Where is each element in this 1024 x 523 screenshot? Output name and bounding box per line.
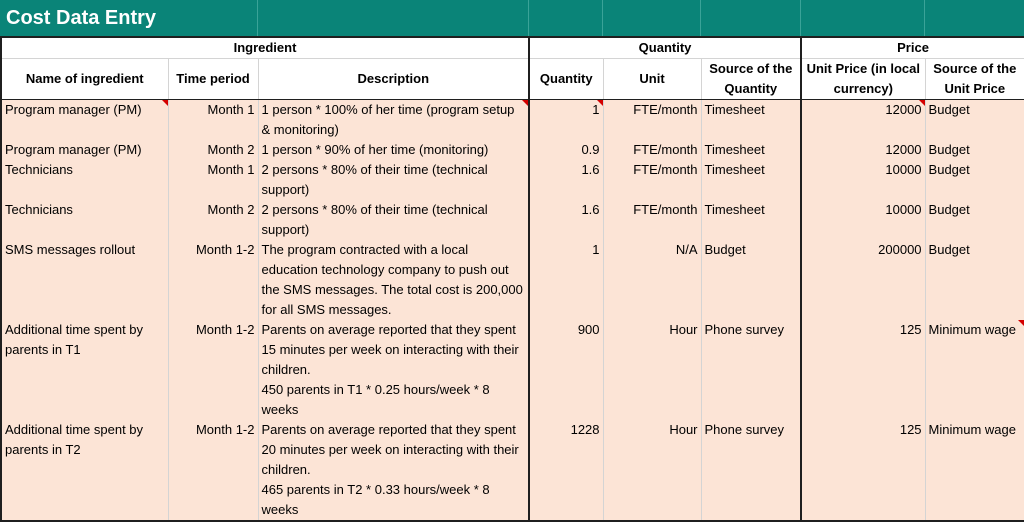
cell-unit[interactable]: FTE/month <box>603 200 701 240</box>
cell-period[interactable]: Month 1-2 <box>168 320 258 420</box>
cell-name[interactable]: Technicians <box>1 200 168 240</box>
cell-unit-price[interactable]: 12000 <box>801 140 925 160</box>
sheet-title: Cost Data Entry <box>6 7 157 29</box>
table-row <box>1 100 1024 141</box>
cell-description[interactable]: The program contracted with a local education technology company to push out the SMS messages. The total cost is 200,000 for all SMS messages. <box>258 240 529 320</box>
header-period[interactable]: Time period <box>168 59 258 100</box>
cell-name[interactable]: SMS messages rollout <box>1 240 168 320</box>
table-row <box>1 140 1024 160</box>
cell-quantity[interactable]: 1.6 <box>529 200 603 240</box>
cell-price-source[interactable]: Budget <box>925 140 1024 160</box>
cell-unit-price[interactable]: 125 <box>801 420 925 521</box>
cell-price-source[interactable]: Budget <box>925 100 1024 141</box>
cell-period[interactable]: Month 2 <box>168 200 258 240</box>
column-gridline <box>700 0 701 36</box>
group-header-quantity[interactable]: Quantity <box>529 38 801 59</box>
group-header-price[interactable]: Price <box>801 38 1024 59</box>
cell-description[interactable]: Parents on average reported that they spent 15 minutes per week on interacting with their children. 450 parents in T1 * 0.25 hours/week * 8 weeks <box>258 320 529 420</box>
cell-price-source[interactable]: Minimum wage <box>925 420 1024 521</box>
column-gridline <box>528 0 529 36</box>
cell-unit-price[interactable]: 10000 <box>801 200 925 240</box>
cell-quantity[interactable]: 0.9 <box>529 140 603 160</box>
cell-description[interactable]: 1 person * 100% of her time (program setup & monitoring) <box>258 100 529 141</box>
header-price-source[interactable]: Source of the Unit Price <box>925 59 1024 100</box>
cell-name[interactable]: Additional time spent by parents in T1 <box>1 320 168 420</box>
column-gridline <box>924 0 925 36</box>
cell-qty-source[interactable]: Timesheet <box>701 140 801 160</box>
cell-unit-price[interactable]: 200000 <box>801 240 925 320</box>
cell-quantity[interactable]: 900 <box>529 320 603 420</box>
cell-unit[interactable]: FTE/month <box>603 160 701 200</box>
table-row <box>1 200 1024 240</box>
cell-price-source[interactable]: Budget <box>925 240 1024 320</box>
cell-quantity[interactable]: 1 <box>529 100 603 141</box>
cell-qty-source[interactable]: Phone survey <box>701 420 801 521</box>
cell-unit-price[interactable]: 10000 <box>801 160 925 200</box>
header-unit[interactable]: Unit <box>603 59 701 100</box>
cell-qty-source[interactable]: Timesheet <box>701 200 801 240</box>
cell-qty-source[interactable]: Timesheet <box>701 100 801 141</box>
cell-period[interactable]: Month 1-2 <box>168 420 258 521</box>
cell-unit[interactable]: Hour <box>603 420 701 521</box>
cell-period[interactable]: Month 1-2 <box>168 240 258 320</box>
cell-description[interactable]: 2 persons * 80% of their time (technical support) <box>258 200 529 240</box>
cell-description[interactable]: 2 persons * 80% of their time (technical support) <box>258 160 529 200</box>
cell-unit[interactable]: Hour <box>603 320 701 420</box>
table-row <box>1 420 1024 521</box>
cell-unit[interactable]: FTE/month <box>603 140 701 160</box>
cost-table <box>0 38 1024 522</box>
cell-quantity[interactable]: 1228 <box>529 420 603 521</box>
header-name[interactable]: Name of ingredient <box>1 59 168 100</box>
header-description[interactable]: Description <box>258 59 529 100</box>
header-qty-source[interactable]: Source of the Quantity <box>701 59 801 100</box>
cell-name[interactable]: Additional time spent by parents in T2 <box>1 420 168 521</box>
cell-name[interactable]: Technicians <box>1 160 168 200</box>
cell-unit-price[interactable]: 12000 <box>801 100 925 141</box>
column-gridline <box>602 0 603 36</box>
cell-qty-source[interactable]: Budget <box>701 240 801 320</box>
cell-unit[interactable]: FTE/month <box>603 100 701 141</box>
cell-description[interactable]: Parents on average reported that they spent 20 minutes per week on interacting with their children. 465 parents in T2 * 0.33 hours/week * 8 weeks <box>258 420 529 521</box>
header-unit-price[interactable]: Unit Price (in local currency) <box>801 59 925 100</box>
cell-name[interactable]: Program manager (PM) <box>1 140 168 160</box>
table-row <box>1 160 1024 200</box>
cell-price-source[interactable]: Minimum wage <box>925 320 1024 420</box>
cell-period[interactable]: Month 2 <box>168 140 258 160</box>
table-row <box>1 320 1024 420</box>
cell-period[interactable]: Month 1 <box>168 160 258 200</box>
cell-unit[interactable]: N/A <box>603 240 701 320</box>
header-quantity[interactable]: Quantity <box>529 59 603 100</box>
title-banner[interactable] <box>0 0 1024 36</box>
cell-quantity[interactable]: 1.6 <box>529 160 603 200</box>
cell-unit-price[interactable]: 125 <box>801 320 925 420</box>
column-gridline <box>257 0 258 36</box>
cell-name[interactable]: Program manager (PM) <box>1 100 168 141</box>
cell-quantity[interactable]: 1 <box>529 240 603 320</box>
cell-qty-source[interactable]: Phone survey <box>701 320 801 420</box>
cell-description[interactable]: 1 person * 90% of her time (monitoring) <box>258 140 529 160</box>
column-gridline <box>800 0 801 36</box>
table-row <box>1 240 1024 320</box>
cell-period[interactable]: Month 1 <box>168 100 258 141</box>
cell-qty-source[interactable]: Timesheet <box>701 160 801 200</box>
group-header-ingredient[interactable]: Ingredient <box>1 38 529 59</box>
cell-price-source[interactable]: Budget <box>925 200 1024 240</box>
cell-price-source[interactable]: Budget <box>925 160 1024 200</box>
